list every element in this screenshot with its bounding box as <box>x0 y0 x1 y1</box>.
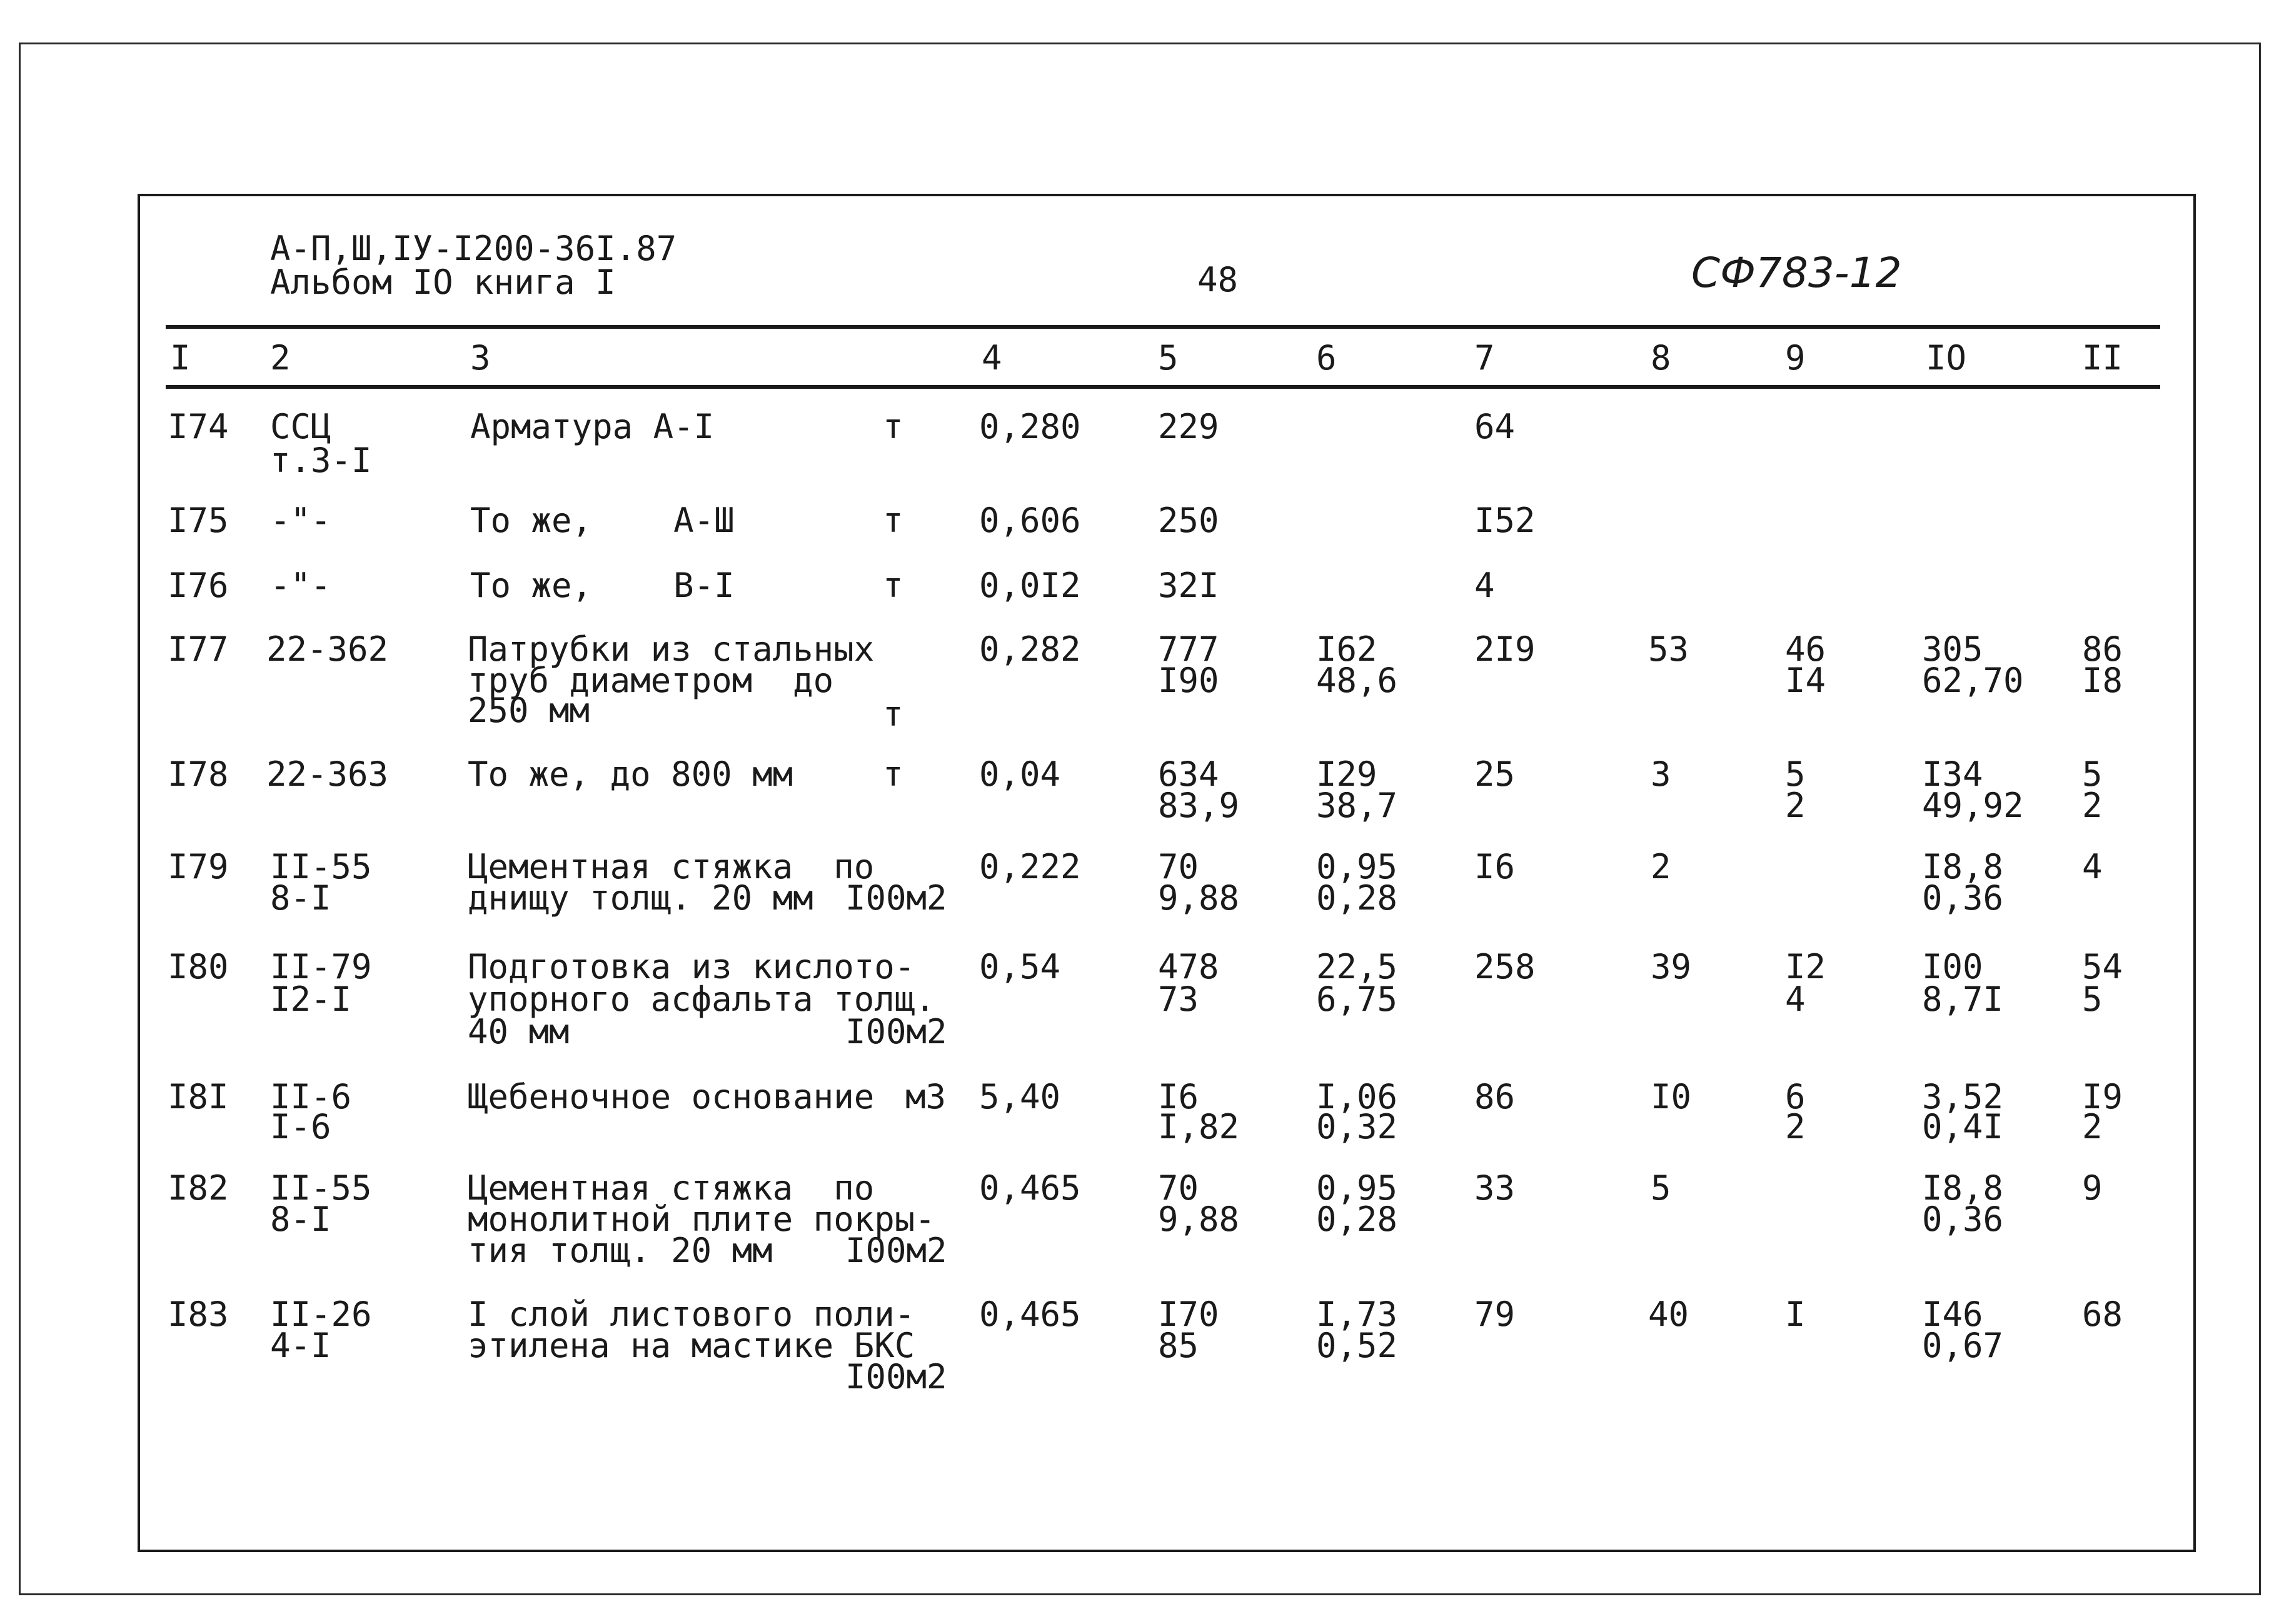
unit: м3 <box>905 1077 947 1116</box>
col-9-value: I4 <box>1785 661 1826 700</box>
estimate-code: II-55 <box>270 1168 372 1208</box>
estimate-code: 8-I <box>270 878 331 918</box>
col-5-value: 634 <box>1158 754 1219 794</box>
estimate-code: I2-I <box>270 980 352 1019</box>
work-description: Цементная стяжка по <box>468 847 875 886</box>
unit: I00м2 <box>845 878 947 918</box>
column-header: 3 <box>470 338 491 378</box>
col-5-value: I70 <box>1158 1295 1219 1334</box>
col-9-value: 6 <box>1785 1077 1806 1116</box>
col-7-value: 86 <box>1474 1077 1516 1116</box>
col-7-value: 258 <box>1474 947 1536 986</box>
work-description: монолитной плите покры- <box>468 1200 935 1239</box>
work-description: То же, В-I <box>470 566 735 605</box>
col-6-value: 22,5 <box>1316 947 1398 986</box>
quantity: 0,0I2 <box>979 566 1081 605</box>
col-7-value: 33 <box>1474 1168 1516 1208</box>
work-description: То же, до 800 мм <box>468 754 793 794</box>
column-header: 6 <box>1316 338 1337 378</box>
header-rule-top <box>166 325 2160 329</box>
col-6-value: I,06 <box>1316 1077 1398 1116</box>
col-11-value: I8 <box>2082 661 2123 700</box>
col-6-value: 0,95 <box>1316 1168 1398 1208</box>
col-6-value: 0,95 <box>1316 847 1398 886</box>
col-6-value: 48,6 <box>1316 661 1398 700</box>
row-number: I78 <box>168 754 229 794</box>
row-number: I82 <box>168 1168 229 1208</box>
estimate-code: -"- <box>270 501 331 540</box>
col-6-value: 0,52 <box>1316 1326 1398 1365</box>
col-11-value: I9 <box>2082 1077 2123 1116</box>
col-8-value: 40 <box>1648 1295 1689 1334</box>
work-description: Патрубки из стальных <box>468 629 875 669</box>
row-number: I80 <box>168 947 229 986</box>
col-10-value: 0,67 <box>1922 1326 2004 1365</box>
quantity: 0,606 <box>979 501 1081 540</box>
col-8-value: 3 <box>1651 754 1671 794</box>
col-8-value: I0 <box>1651 1077 1692 1116</box>
estimate-code: ССЦ <box>270 407 331 446</box>
estimate-code: т.3-I <box>270 441 372 480</box>
header-rule-bottom <box>166 385 2160 389</box>
col-10-value: 0,36 <box>1922 878 2004 918</box>
unit: I00м2 <box>845 1012 947 1051</box>
col-11-value: 4 <box>2082 847 2103 886</box>
work-description: 40 мм <box>468 1012 570 1051</box>
work-description: днищу толщ. 20 мм <box>468 878 813 918</box>
quantity: 0,465 <box>979 1168 1081 1208</box>
col-5-value: 9,88 <box>1158 1200 1240 1239</box>
column-header: I <box>170 338 191 378</box>
col-6-value: 0,32 <box>1316 1107 1398 1146</box>
quantity: 0,04 <box>979 754 1061 794</box>
estimate-code: 4-I <box>270 1326 331 1365</box>
row-number: I77 <box>168 629 229 669</box>
unit: I00м2 <box>845 1231 947 1270</box>
unit: т <box>883 501 903 540</box>
unit: I00м2 <box>845 1357 947 1396</box>
work-description: упорного асфальта толщ. <box>468 980 935 1019</box>
estimate-code: II-26 <box>270 1295 372 1334</box>
unit: т <box>883 754 903 794</box>
col-6-value: 0,28 <box>1316 1200 1398 1239</box>
work-description: Цементная стяжка по <box>468 1168 875 1208</box>
col-10-value: 49,92 <box>1922 786 2024 825</box>
column-header: 4 <box>982 338 1002 378</box>
col-6-value: I29 <box>1316 754 1377 794</box>
quantity: 0,280 <box>979 407 1081 446</box>
row-number: I74 <box>168 407 229 446</box>
quantity: 0,54 <box>979 947 1061 986</box>
work-description: То же, А-Ш <box>470 501 735 540</box>
col-11-value: 5 <box>2082 980 2103 1019</box>
col-10-value: 62,70 <box>1922 661 2024 700</box>
estimate-code: 22-363 <box>266 754 389 794</box>
estimate-code: 8-I <box>270 1200 331 1239</box>
row-number: I75 <box>168 501 229 540</box>
col-5-value: 229 <box>1158 407 1219 446</box>
estimate-code: II-55 <box>270 847 372 886</box>
col-7-value: I6 <box>1474 847 1516 886</box>
col-11-value: 2 <box>2082 1107 2103 1146</box>
col-6-value: 6,75 <box>1316 980 1398 1019</box>
col-9-value: 4 <box>1785 980 1806 1019</box>
col-10-value: I46 <box>1922 1295 1983 1334</box>
col-7-value: 25 <box>1474 754 1516 794</box>
col-7-value: 4 <box>1474 566 1495 605</box>
unit: т <box>883 407 903 446</box>
col-9-value: 2 <box>1785 786 1806 825</box>
col-5-value: 9,88 <box>1158 878 1240 918</box>
column-header: 8 <box>1651 338 1671 378</box>
col-11-value: 9 <box>2082 1168 2103 1208</box>
col-10-value: 3,52 <box>1922 1077 2004 1116</box>
col-5-value: 85 <box>1158 1326 1199 1365</box>
col-10-value: 0,4I <box>1922 1107 2004 1146</box>
estimate-code: II-79 <box>270 947 372 986</box>
quantity: 5,40 <box>979 1077 1061 1116</box>
column-header: II <box>2082 338 2123 378</box>
row-number: I83 <box>168 1295 229 1334</box>
estimate-code: I-6 <box>270 1107 331 1146</box>
col-7-value: 64 <box>1474 407 1516 446</box>
col-5-value: 83,9 <box>1158 786 1240 825</box>
col-5-value: 70 <box>1158 847 1199 886</box>
col-11-value: 2 <box>2082 786 2103 825</box>
document-reference: А-П,Ш,IУ-I200-36I.87 <box>270 229 677 268</box>
col-11-value: 5 <box>2082 754 2103 794</box>
col-11-value: 54 <box>2082 947 2123 986</box>
col-5-value: I,82 <box>1158 1107 1240 1146</box>
col-8-value: 2 <box>1651 847 1671 886</box>
col-5-value: 478 <box>1158 947 1219 986</box>
col-7-value: 79 <box>1474 1295 1516 1334</box>
col-6-value: I62 <box>1316 629 1377 669</box>
work-description: тия толщ. 20 мм <box>468 1231 773 1270</box>
col-10-value: I8,8 <box>1922 847 2004 886</box>
col-5-value: 73 <box>1158 980 1199 1019</box>
col-6-value: 0,28 <box>1316 878 1398 918</box>
work-description: Подготовка из кислото- <box>468 947 915 986</box>
column-header: 7 <box>1474 338 1495 378</box>
col-6-value: 38,7 <box>1316 786 1398 825</box>
row-number: I79 <box>168 847 229 886</box>
page-number: 48 <box>1197 260 1239 299</box>
unit: т <box>883 566 903 605</box>
unit: т <box>883 694 903 734</box>
quantity: 0,222 <box>979 847 1081 886</box>
col-9-value: 2 <box>1785 1107 1806 1146</box>
work-description: I слой листового поли- <box>468 1295 915 1334</box>
work-description: этилена на мастике БКС <box>468 1326 915 1365</box>
col-10-value: I8,8 <box>1922 1168 2004 1208</box>
col-7-value: 2I9 <box>1474 629 1536 669</box>
col-11-value: 68 <box>2082 1295 2123 1334</box>
col-10-value: I00 <box>1922 947 1983 986</box>
work-description: Щебеночное основание <box>468 1077 875 1116</box>
quantity: 0,465 <box>979 1295 1081 1334</box>
col-10-value: I34 <box>1922 754 1983 794</box>
estimate-code: 22-362 <box>266 629 389 669</box>
col-10-value: 8,7I <box>1922 980 2004 1019</box>
estimate-code: -"- <box>270 566 331 605</box>
col-9-value: 5 <box>1785 754 1806 794</box>
col-6-value: I,73 <box>1316 1295 1398 1334</box>
col-5-value: 777 <box>1158 629 1219 669</box>
column-header: 2 <box>270 338 291 378</box>
work-description: Арматура А-I <box>470 407 715 446</box>
album-label: Альбом IO книга I <box>270 263 616 302</box>
col-5-value: 32I <box>1158 566 1219 605</box>
quantity: 0,282 <box>979 629 1081 669</box>
col-5-value: 250 <box>1158 501 1219 540</box>
col-5-value: I6 <box>1158 1077 1199 1116</box>
sheet-code: СФ783-12 <box>1691 249 1902 297</box>
col-11-value: 86 <box>2082 629 2123 669</box>
column-header: 9 <box>1785 338 1806 378</box>
col-9-value: I <box>1785 1295 1806 1334</box>
row-number: I8I <box>168 1077 229 1116</box>
column-header: IO <box>1926 338 1967 378</box>
row-number: I76 <box>168 566 229 605</box>
col-10-value: 0,36 <box>1922 1200 2004 1239</box>
col-8-value: 5 <box>1651 1168 1671 1208</box>
col-5-value: 70 <box>1158 1168 1199 1208</box>
col-9-value: 46 <box>1785 629 1826 669</box>
work-description: 250 мм <box>468 691 590 730</box>
col-10-value: 305 <box>1922 629 1983 669</box>
estimate-code: II-6 <box>270 1077 352 1116</box>
work-description: труб диаметром до <box>468 661 834 700</box>
col-5-value: I90 <box>1158 661 1219 700</box>
col-8-value: 53 <box>1648 629 1689 669</box>
column-header: 5 <box>1158 338 1179 378</box>
col-7-value: I52 <box>1474 501 1536 540</box>
col-8-value: 39 <box>1651 947 1692 986</box>
col-9-value: I2 <box>1785 947 1826 986</box>
